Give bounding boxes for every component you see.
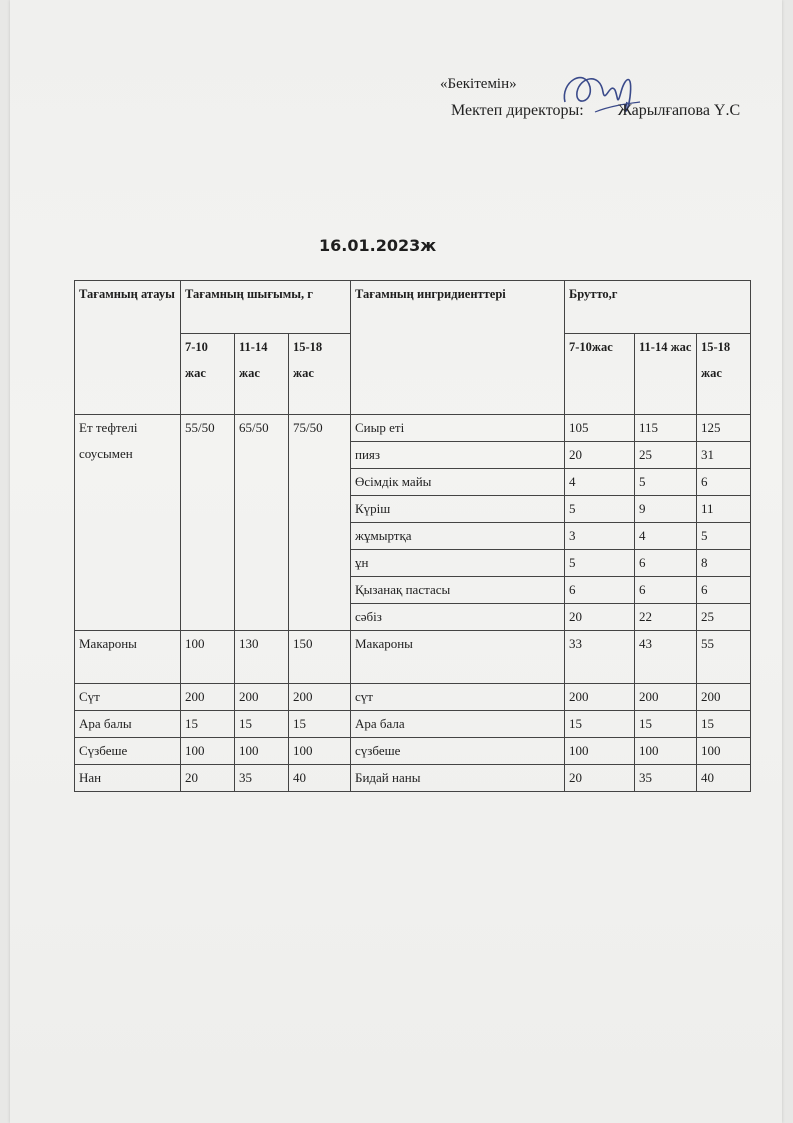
dish-output: 100: [181, 631, 235, 684]
dish-output: 100: [181, 738, 235, 765]
brutto-value: 6: [697, 577, 751, 604]
dish-output: 200: [289, 684, 351, 711]
dish-output: 55/50: [181, 415, 235, 631]
brutto-value: 35: [635, 765, 697, 792]
ingredient-name: ұн: [351, 550, 565, 577]
brutto-value: 5: [697, 523, 751, 550]
director-name: Жарылғапова Ү.С: [617, 102, 741, 119]
brutto-value: 20: [565, 765, 635, 792]
brutto-value: 25: [697, 604, 751, 631]
dish-output: 35: [235, 765, 289, 792]
header-ingredients: Тағамның ингридиенттері: [351, 281, 565, 415]
brutto-value: 8: [697, 550, 751, 577]
document-page: [10, 0, 782, 1123]
brutto-value: 6: [635, 550, 697, 577]
brutto-value: 6: [697, 469, 751, 496]
dish-output: 150: [289, 631, 351, 684]
brutto-value: 5: [565, 496, 635, 523]
dish-output: 200: [235, 684, 289, 711]
ingredient-name: Күріш: [351, 496, 565, 523]
dish-output: 15: [181, 711, 235, 738]
brutto-value: 4: [635, 523, 697, 550]
brutto-value: 20: [565, 442, 635, 469]
brutto-value: 15: [635, 711, 697, 738]
brutto-value: 15: [697, 711, 751, 738]
ingredient-name: сүт: [351, 684, 565, 711]
ingredient-name: жұмыртқа: [351, 523, 565, 550]
dish-name: Сүт: [75, 684, 181, 711]
brutto-value: 100: [635, 738, 697, 765]
dish-output: 100: [235, 738, 289, 765]
dish-output: 130: [235, 631, 289, 684]
dish-output: 15: [289, 711, 351, 738]
dish-name: Ара балы: [75, 711, 181, 738]
dish-output: 15: [235, 711, 289, 738]
brutto-value: 55: [697, 631, 751, 684]
brutto-value: 11: [697, 496, 751, 523]
header-age-brutto: 11-14 жас: [635, 334, 697, 415]
approval-label: «Бекітемін»: [440, 76, 517, 92]
ingredient-name: Сиыр еті: [351, 415, 565, 442]
table-row: [75, 765, 751, 792]
header-age-brutto: 7-10жас: [565, 334, 635, 415]
brutto-value: 5: [635, 469, 697, 496]
table-row: [75, 684, 751, 711]
dish-output: 100: [289, 738, 351, 765]
ingredient-name: сәбіз: [351, 604, 565, 631]
dish-output: 20: [181, 765, 235, 792]
brutto-value: 5: [565, 550, 635, 577]
director-title: Мектеп директоры:: [451, 102, 584, 119]
ingredient-name: Макароны: [351, 631, 565, 684]
brutto-value: 4: [565, 469, 635, 496]
brutto-value: 115: [635, 415, 697, 442]
ingredient-name: Бидай наны: [351, 765, 565, 792]
brutto-value: 22: [635, 604, 697, 631]
brutto-value: 43: [635, 631, 697, 684]
table-row: [75, 631, 751, 684]
dish-output: 75/50: [289, 415, 351, 631]
menu-table: [74, 280, 751, 792]
header-age-output: 11-14 жас: [235, 334, 289, 415]
brutto-value: 20: [565, 604, 635, 631]
header-age-output: 7-10 жас: [181, 334, 235, 415]
ingredient-name: пияз: [351, 442, 565, 469]
brutto-value: 200: [635, 684, 697, 711]
table-row: [75, 738, 751, 765]
header-output: Тағамның шығымы, г: [181, 281, 351, 334]
header-brutto: Брутто,г: [565, 281, 751, 334]
dish-output: 200: [181, 684, 235, 711]
dish-name: Сүзбеше: [75, 738, 181, 765]
menu-date: 16.01.2023ж: [319, 236, 437, 255]
dish-name: Макароны: [75, 631, 181, 684]
ingredient-name: Қызанақ пастасы: [351, 577, 565, 604]
brutto-value: 100: [697, 738, 751, 765]
brutto-value: 40: [697, 765, 751, 792]
brutto-value: 125: [697, 415, 751, 442]
header-age-output: 15-18 жас: [289, 334, 351, 415]
brutto-value: 200: [697, 684, 751, 711]
header-dish: Тағамның атауы: [75, 281, 181, 415]
table-row: [75, 415, 751, 442]
brutto-value: 6: [565, 577, 635, 604]
brutto-value: 31: [697, 442, 751, 469]
header-age-brutto: 15-18 жас: [697, 334, 751, 415]
brutto-value: 33: [565, 631, 635, 684]
director-line: [451, 102, 740, 120]
brutto-value: 100: [565, 738, 635, 765]
ingredient-name: Өсімдік майы: [351, 469, 565, 496]
brutto-value: 15: [565, 711, 635, 738]
table-row: [75, 711, 751, 738]
brutto-value: 105: [565, 415, 635, 442]
brutto-value: 200: [565, 684, 635, 711]
dish-name: Нан: [75, 765, 181, 792]
dish-output: 40: [289, 765, 351, 792]
ingredient-name: сүзбеше: [351, 738, 565, 765]
ingredient-name: Ара бала: [351, 711, 565, 738]
brutto-value: 3: [565, 523, 635, 550]
brutto-value: 25: [635, 442, 697, 469]
dish-output: 65/50: [235, 415, 289, 631]
dish-name: Ет тефтелі соусымен: [75, 415, 181, 631]
brutto-value: 9: [635, 496, 697, 523]
brutto-value: 6: [635, 577, 697, 604]
